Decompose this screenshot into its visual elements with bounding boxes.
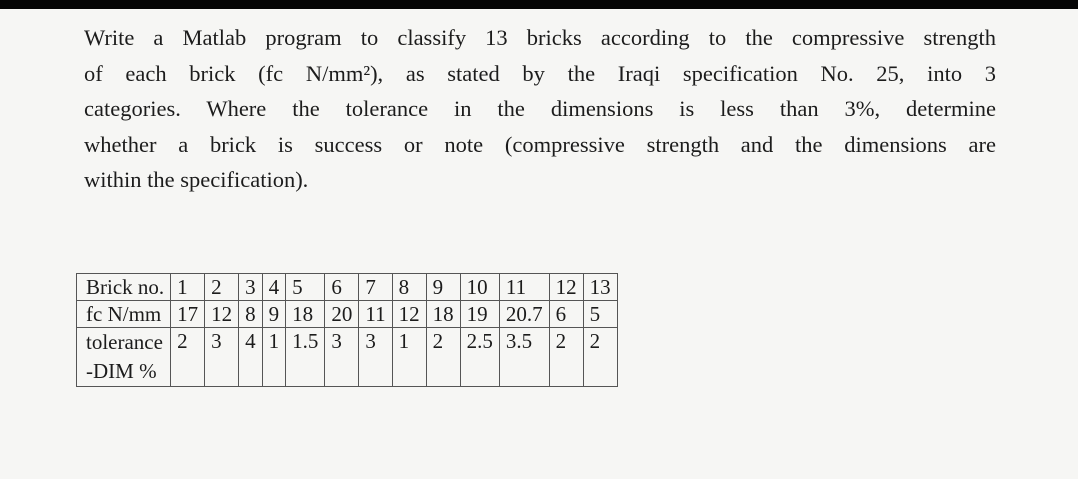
table-cell: 12: [549, 274, 583, 301]
table-cell: 8: [239, 301, 263, 328]
row-label-brick-no: Brick no.: [77, 274, 171, 301]
table-cell: 20.7: [499, 301, 549, 328]
table-cell: 3: [239, 274, 263, 301]
problem-line-1: Write a Matlab program to classify 13 bricks according to the compressive strength: [84, 25, 996, 50]
table-cell: 1.5: [286, 328, 325, 387]
table-cell: 12: [205, 301, 239, 328]
table-cell: 1: [392, 328, 426, 387]
table-cell: 18: [286, 301, 325, 328]
table-cell: 3: [205, 328, 239, 387]
problem-line-2: of each brick (fc N/mm²), as stated by the Iraqi specification No. 25, into 3: [84, 60, 996, 86]
row-label-tolerance-line1: tolerance: [86, 330, 163, 354]
table-cell: 11: [359, 301, 392, 328]
top-edge-bar: [0, 0, 1078, 9]
table-cell: 2: [583, 328, 617, 387]
table-cell: 6: [549, 301, 583, 328]
table-cell: 3: [359, 328, 392, 387]
table-cell: 9: [426, 274, 460, 301]
table-cell: 11: [499, 274, 549, 301]
table-cell: 6: [325, 274, 359, 301]
table-cell: 8: [392, 274, 426, 301]
table-row-fc: [77, 301, 618, 328]
problem-line-4: whether a brick is success or note (compressive strength and the dimensions are: [84, 131, 996, 157]
table-cell: 1: [262, 328, 286, 387]
row-label-tolerance: [77, 328, 171, 387]
row-label-fc: fc N/mm: [77, 301, 171, 328]
table-cell: 1: [171, 274, 205, 301]
table-cell: 3: [325, 328, 359, 387]
table-cell: 2: [549, 328, 583, 387]
problem-statement: [84, 20, 996, 198]
table-row-brick-no: [77, 274, 618, 301]
table-cell: 2: [171, 328, 205, 387]
problem-line-3: categories. Where the tolerance in the dimensions is less than 3%, determine: [84, 96, 996, 121]
table-cell: 12: [392, 301, 426, 328]
table-cell: 13: [583, 274, 617, 301]
brick-table: [76, 273, 618, 387]
table-cell: 4: [262, 274, 286, 301]
table-row-tolerance: [77, 328, 618, 387]
table-cell: 3.5: [499, 328, 549, 387]
table-cell: 5: [286, 274, 325, 301]
table-cell: 10: [460, 274, 499, 301]
table-cell: 17: [171, 301, 205, 328]
table-cell: 2.5: [460, 328, 499, 387]
problem-line-5: within the specification).: [84, 167, 309, 192]
row-label-tolerance-line2: -DIM %: [86, 359, 157, 383]
table-cell: 7: [359, 274, 392, 301]
table-cell: 19: [460, 301, 499, 328]
table-cell: 2: [205, 274, 239, 301]
table-cell: 18: [426, 301, 460, 328]
table-cell: 9: [262, 301, 286, 328]
table-cell: 2: [426, 328, 460, 387]
table-cell: 20: [325, 301, 359, 328]
table-cell: 4: [239, 328, 263, 387]
table-cell: 5: [583, 301, 617, 328]
